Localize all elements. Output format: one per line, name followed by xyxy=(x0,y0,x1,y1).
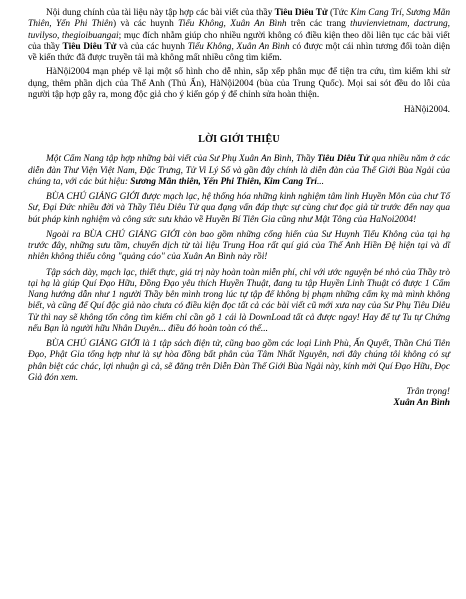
text-run: có được một cái nhìn tương đối toàn diện về kiến thức đã được truyền tải mà không mất nhiều công tìm kiếm. xyxy=(28,41,450,63)
intro-date: HàNội2004. xyxy=(403,105,450,115)
text-run: Tiêu Diêu Tử xyxy=(274,8,328,18)
text-run: ... xyxy=(316,176,324,187)
preface-paragraph-3: Ngoài ra BÙA CHÚ GIẢNG GIỚI còn bao gồm những cống hiến của Sư Huynh Tiểu Không của tại hạ trước đây, những sưu tầm, chuyển dịch từ tài liệu Trung Hoa rất quí giá của Thế Anh Hiền Đệ hiện tại và dĩ nhiên không thiếu công "quảng cáo" của Xuân An Bình này rồi! xyxy=(28,229,450,263)
intro-paragraph-2: HàNội2004 mạn phép vẽ lại một số hình cho dễ nhìn, sắp xếp phân mục để tiện tra cứu, tìm kiếm khi sử dụng, thêm phần dịch của Thế Anh (Thủ Ấn), HàNội2004 (bùa của Trung Quốc). Mọi sai sót đều do lỗi của người tập hợp gây ra, mong độc giả cho ý kiến góp ý để chỉnh sửa hoàn thiện. xyxy=(28,67,450,100)
preface-heading: LỜI GIỚI THIỆU xyxy=(198,134,280,146)
text-run: Tiêu Diêu Tử xyxy=(317,154,370,165)
text-run: Tiêu Diêu Tử xyxy=(62,41,117,52)
text-run: Tiểu Không, Xuân An Bình xyxy=(178,19,287,30)
intro-section xyxy=(28,8,450,116)
text-run: thuvienvietnam, dactrung, tuvilyso, thegioibuangai xyxy=(28,19,451,41)
text-run: và của các huynh xyxy=(116,41,188,52)
text-run: ; mục đích nhằm giúp cho nhiều người không có điều kiện theo dõi liên tục các bài viết của thầy xyxy=(28,30,450,52)
text-run: ) và các huynh xyxy=(112,19,179,30)
text-run: Nội dung chính của tài liệu này tập hợp các bài viết của thầy xyxy=(46,8,275,18)
text-run: Tiểu Không, Xuân An Bình xyxy=(187,41,290,52)
preface-section xyxy=(28,154,450,384)
intro-paragraph-1 xyxy=(28,8,450,64)
text-run: Một Cẩm Nang tập hợp những bài viết của Sư Phụ Xuân An Bình, Thầy xyxy=(46,154,318,165)
preface-paragraph-5: BÙA CHÚ GIẢNG GIỚI là 1 tập sách điện tử, cũng bao gồm các loại Linh Phù, Ấn Quyết, Thần Chú Tiên Đạo, Phật Gia tổng hợp như là sự hòa đồng bất phân của Tâm Nhất Nguyên, nơi đây chúng tôi không có sự phân biệt các chác, lợi nhuận gì cả, sẽ đăng trên Diễn Đàn Thế Giới Bùa Ngải này, kính mời Quí Đạo Hữu, Đọc Giả đón xem. xyxy=(28,339,450,383)
preface-paragraph-2: BÙA CHÚ GIẢNG GIỚI được mạch lạc, hệ thống hóa những kinh nghiệm tâm linh Huyền Môn của chư Tổ Sư, Đại Đức nhiều đời và Thầy Tiêu Diêu Tử qua đạng vấn đáp thực sự cùng chư đọc giả từ trước đến nay qua bút pháp kinh nghiệm và công sức sưu khảo về Huyền Bí Tiên Gia cũng như Mật Tông của HaNoi2004! xyxy=(28,192,450,225)
text-run: qua nhiều năm ở các diễn đàn Thư Viện Việt Nam, Đặc Trưng, Tử Vi Lý Số và gần đây chính là diễn đàn của Thế Giới Bùa Ngải của chúng ta, với các bút hiệu: xyxy=(28,154,451,187)
author-signature: Xuân An Bình xyxy=(393,398,450,409)
preface-paragraph-4: Tập sách dày, mạch lạc, thiết thực, giá trị này hoàn toàn miễn phí, chỉ với ước nguyện bé nhỏ của Thầy trò tại hạ là giúp Quí Đạo Hữu, Đồng Đạo yêu thích Huyền Thuật, đang tu tập Huyền Linh Thuật có được 1 Cẩm Nang hướng dẫn như 1 người Thầy bên mình trong lúc tự tập để không bị phạm những cấm kỵ mà mình không biết, và cũng để Quí độc giả nào chưa có điều kiện đọc tất cả các bài viết cũ mới xưa nay của Sư Phụ Tiêu Diêu Tử thì nay sẽ không tốn công tìm kiếm chỉ cần gõ 1 cái là DownLoad tất cả được ngay! Hay để tự Tu tự Chứng nếu Bạn là người hữu Nhân Duyên... điều đó hoàn toàn có thể... xyxy=(28,267,450,334)
preface-paragraph-1 xyxy=(28,154,450,188)
text-run: Kim Cang Trí, Sương Mãn Thiên, Yến Phi Thiên xyxy=(28,8,450,30)
text-run: trên các trang xyxy=(286,19,351,30)
closing-salutation: Trân trọng! xyxy=(406,387,450,397)
text-run: Sương Mãn thiên, Yến Phi Thiên, Kim Cang Trí xyxy=(130,176,317,187)
text-run: (Tức xyxy=(327,8,351,18)
